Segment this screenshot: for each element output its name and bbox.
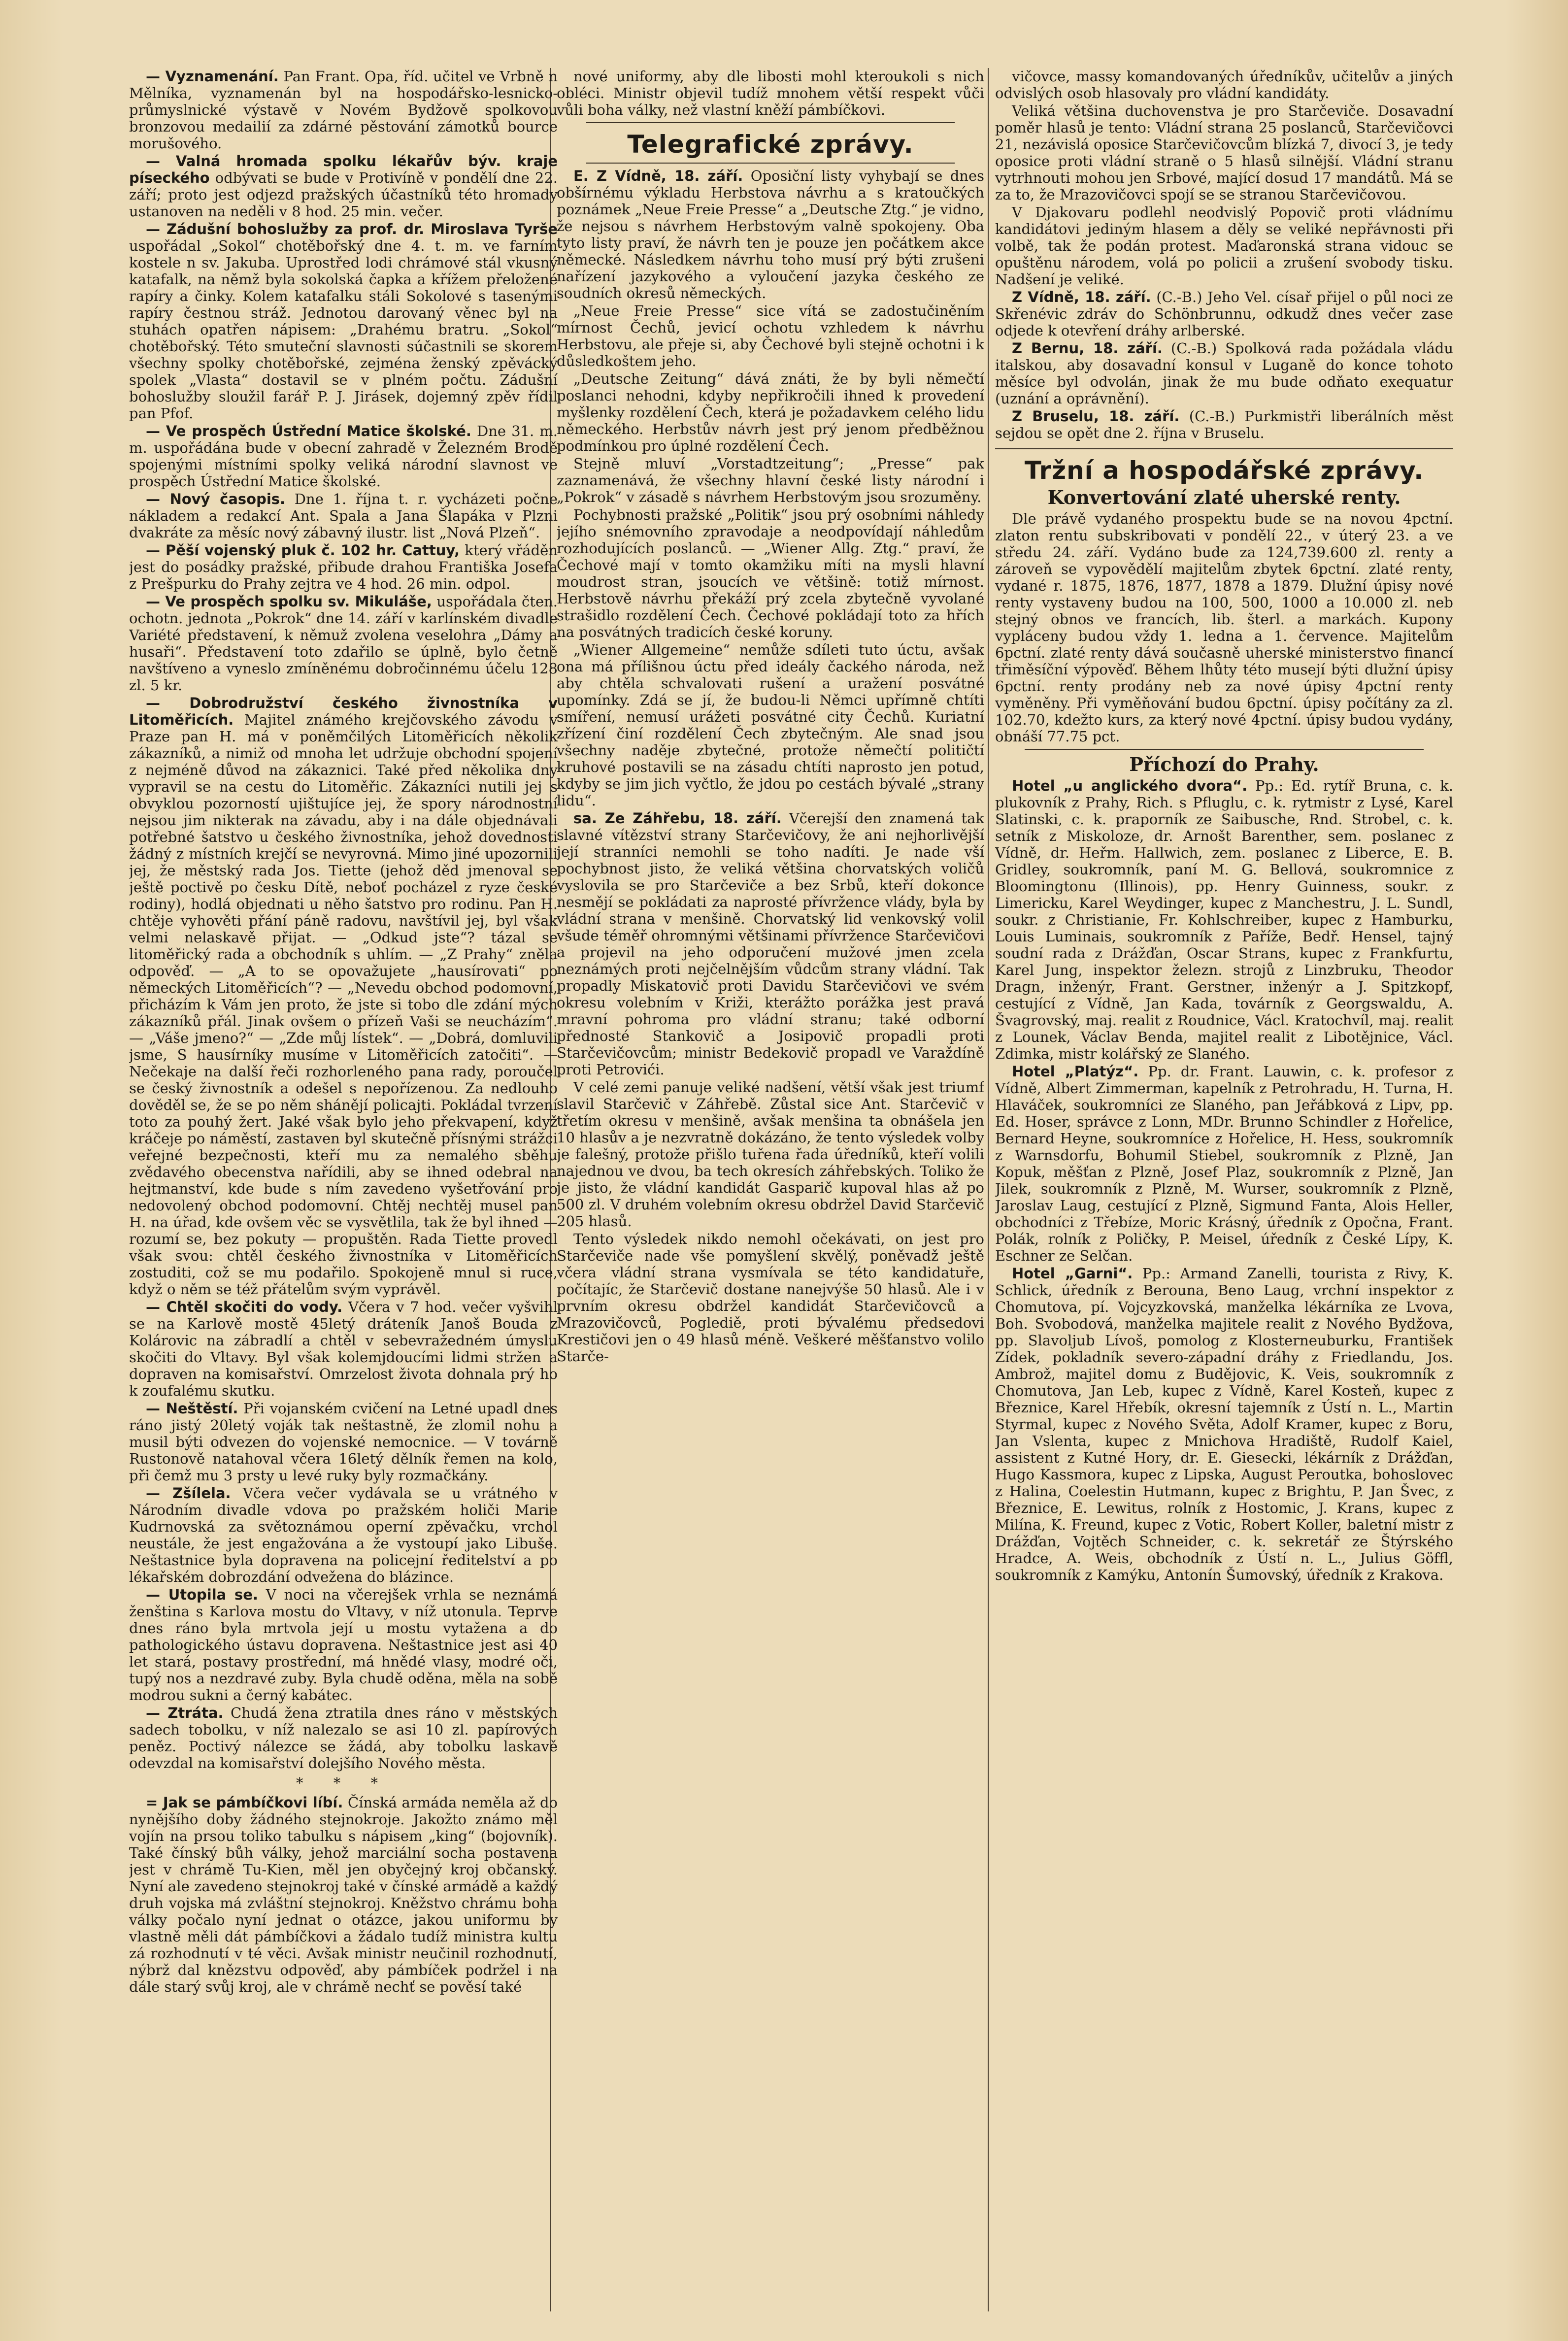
telegram-item (557, 506, 984, 640)
telegram-item (995, 204, 1453, 288)
news-item (129, 1586, 558, 1704)
article-headline: — Nový časopis. (146, 491, 286, 507)
article-body: V Djakovaru podlehl neodvislý Popovič proti vládnímu kandidátovi jediným hlasem a děly se veliké nepřávnosti při volbě, tak že podán protest. Maďaronská strana vidouc se opuštěnu národem, volá po policii a zrušení svobody tisku. Nadšení je veliké. (995, 204, 1453, 288)
article-body: Dne 31. m. m. uspořádána bude v obecní zahradě v Železném Brodě spojenými místními spolky veliká národní slavnost ve prospěch Ústřední Matice školské. (129, 423, 558, 490)
market-heading: Tržní a hospodářské zprávy. (1024, 456, 1424, 485)
article-headline: = Jak se pámbíčkovi líbí. (146, 1794, 343, 1811)
middle-column (557, 68, 984, 2311)
telegram-item (557, 302, 984, 369)
article-body: Tento výsledek nikdo nemohl očekávati, on jest pro Starčeviče nade vše pomyšlení skvělý, poněvadž ještě včera vládní strana vysmívala se této kandidatuře, počítajíc, že Starčevič dostane nanejvýše 50 hlasů. Ale i v prvním okresu obdržel kandidát Starčevičovců a Mrazovičovců, Poglediě, proti bývalému předsedovi Krestičovi jen o 49 hlasů méně. Veškeré měšťanstvo volilo Starče- (557, 1231, 984, 1365)
telegram-item (995, 102, 1453, 203)
article-body: Pp.: Armand Zanelli, tourista z Rivy, K. Schlick, úředník z Berouna, Beno Laug, vrchní inspektor z Chomutova, pí. Vojcyzkovská, manželka lékárníka ze Lvova, Boh. Svobodová, manželka majitele realit z Nového Bydžova, pp. Slavoljub Lívoš, pomolog z Klosterneuburku, František Zídek, pokladník severo-západní dráhy z Friedlandu, Jos. Ambrož, majitel domu z Budějovic, K. Veis, soukromník z Chomutova, Jan Leb, kupec z Vídně, Karel Kosteň, kupec z Březnice, Karel Hřebík, okresní tajemník z Ústí n. L., Martin Styrmal, kupec z Nového Světa, Adolf Kramer, kupec z Boru, Jan Vslenta, kupec z Mnichova Hradiště, Rudolf Kaiel, assistent z Kutné Hory, dr. E. Giesecki, lékárník z Drážďan, Hugo Kassmora, kupec z Lipska, August Peroutka, bohoslovec z Halina, Coelestin Hutmann, kupec z Brightu, P. Jan Švec, z Březnice, E. Lewitus, rolník z Hostomic, J. Krans, kupec z Milína, K. Freund, kupec z Votic, Robert Koller, baletní mistr z Drážďan, Vojtěch Schneider, c. k. sekretář ze Štýrského Hradce, A. Weis, obchodník z Ústí n. L., Julius Göffl, soukromník z Kamýku, Antonín Šumovský, úředník z Krakova. (995, 1265, 1453, 1583)
news-item (129, 542, 558, 592)
telegram-item (557, 455, 984, 505)
article-body: odbývati se bude v Protivíně v pondělí dne 22. září; proto jest odjezd pražských účastníků této hromady ustanoven na neděli v 8 hod. 25 min. večer. (129, 169, 558, 220)
telegram-item (557, 167, 984, 301)
news-item (129, 1485, 558, 1585)
article-body: Čínská armáda neměla až do nynějšího doby žádného stejnokroje. Jakožto známo měl vojín na prsou toliko tabulku s nápisem „king“ (bojovník). Také čínský bůh války, jehož marciální socha postavena jest v chrámě Tu-Kien, měl jen obyčejný kroj občanský. Nyní ale zavedeno stejnokroj také v čínské armádě a každý druh vojska má zvláštní stejnokroj. Kněžstvo chrámu boha války počalo nyní jednat o otázce, jakou uniformu by vlastně měli dát pámbíčkovi a žádalo tudíž ministra kultu zá rozhodnutí v té věci. Avšak ministr neučinil rozhodnutí, nýbrž dal knězstvu odpověď, aby pámbíček podržel i na dále starý svůj kroj, ale v chrámě nechť se pověsí také (129, 1794, 558, 1995)
news-item (129, 153, 558, 220)
article-body: Oposiční listy vyhybají se dnes obšírnému výkladu Herbstova návrhu a s kratoučkých poznámek „Neue Freie Presse“ a „Deutsche Ztg.“ je vidno, že nejsou s návrhem Herbstovým valně spokojeny. Oba tyto listy praví, že návrh ten je pouze jen počátkem akce německé. Následkem návrhu toho musí prý býti zrušeni nařízení jazykového a vyloučení jazyka českého ze soudních okresů německých. (557, 167, 984, 301)
news-item (129, 1299, 558, 1399)
telegrams-list (557, 167, 984, 1365)
article-body: který vřáděn jest do posádky pražské, přibude drahou Františka Josefa z Prešpurku do Prahy zejtra ve 4 hod. 26 min. odpol. (129, 542, 558, 592)
hotel-arrivals-item (995, 777, 1453, 1062)
article-body: Včera v 7 hod. večer vyšvihl se na Karlově mostě 45letý dráteník Janoš Bouda z Kolárovic na zábradlí a chtěl v sebevražedném úmyslu skočiti do Vltavy. Byl však kolemjdoucími lidmi stržen a dopraven na komisařství. Omrzelost života dohnala prý ho k zoufalému skutku. (129, 1299, 558, 1399)
article-headline: — Dobrodružství českého živnostníka v Litoměřicích. (129, 695, 558, 728)
market-article: Dle právě vydaného prospektu bude se na novou 4pctní. zlaton rentu subskribovati v pondělí 22., v úterý 23. a ve středu 24. září. Vydáno bude za 124,739.600 zl. renty a zároveň se vypovědělí majitelům zbytek 6pctní. zlaté renty, vydané r. 1875, 1876, 1877, 1878 a 1879. Dlužní úpisy nové renty vystaveny budou na 100, 500, 1000 a 10.000 zl. neb stejný obnos ve francích, lib. šterl. a markách. Kupony vypláceny budou vždy 1. ledna a 1. července. Majitelům 6pctní. zlaté renty dává současně uherské ministerstvo financí třiměsíční výpověď. Během lhůty této musejí býti dlužní úpisy 6pctní. renty prodány neb za nové úpisy 4pctní renty vyměněny. Při vyměňování budou 6pctní. úpisy počítány za zl. 102.70, kdežto kurs, za který nové 4pctní. úpisy budou vydány, obnáší 77.75 pct. (995, 510, 1453, 745)
article-headline: — Pěší vojenský pluk č. 102 hr. Cattuy, (146, 542, 460, 559)
article-body: Pan Frant. Opa, říd. učitel ve Vrbně n Mělníka, vyznamenán byl na hospodářsko-lesnicko-průmyslnické výstavě v Novém Bydžově spolkovou bronzovou medailií za zdárné pěstování zámotků bource morušového. (129, 68, 558, 152)
article-headline: Z Bruselu, 18. září. (1012, 408, 1180, 425)
article-headline: Hotel „Garni“. (1012, 1265, 1133, 1282)
news-item (129, 1400, 558, 1484)
news-item (129, 491, 558, 541)
article-continuation: nové uniformy, aby dle libosti mohl kteroukoli s nich obléci. Ministr objevil tudíž mnohem větší respekt vůči vůli boha války, než vlastní kněží pámbíčkovi. (557, 68, 984, 118)
article-body: „Neue Freie Presse“ sice vítá se zadostučiněním mírnost Čechů, jevicí ochotu vzhledem k návrhu Herbstovu, ale přeje si, aby Čechové byli stejně ochotni i k důsledkoštem jeho. (557, 302, 984, 369)
asterism-divider: * * * (296, 1774, 391, 1791)
article-body: Veliká většina duchovenstva je pro Starčeviče. Dosavadní poměr hlasů je tento: Vládní strana 25 poslanců, Starčevičovci 21, nezávislá oposice Starčevičovcům blízká 7, divocí 3, je tedy oposice proti vládní straně o 5 hlasů silnější. Vládní stranu vytrhnouti mohou jen Srbové, mající dosud 17 mandátů. Má se za to, že Mrazovičovci spojí se se stranou Starčevičovou. (995, 102, 1453, 203)
telegram-item (995, 340, 1453, 407)
right-column (995, 68, 1453, 2311)
telegram-item (557, 1231, 984, 1365)
article-body: „Deutsche Zeitung“ dává znáti, že by byli němečtí poslanci nehodni, kdyby nepřikročili ihned k provedení myšlenky rozdělení Čech, která je požadavkem celého lidu německého. Herbstův návrh jest prý jenom předběžnou podmínkou pro úplné rozdělení Čech. (557, 370, 984, 454)
telegram-item (557, 1079, 984, 1230)
telegrams-heading: Telegrafické zprávy. (627, 130, 914, 159)
article-headline: Z Bernu, 18. září. (1012, 340, 1163, 357)
news-item (129, 68, 558, 152)
article-body: Včerejší den znamená tak slavné vítězství strany Starčevičovy, že ani nejhorlivější její stranníci nemohli se toho nadíti. Je nade vší pochybnost jisto, že veliká většina chorvatských voličů vyslovila se pro Starčeviče a bez Srbů, kteří dokonce nesmějí se pokládati za naprosté přívržence vlády, byla by vládní strana v menšině. Chorvatský lid venkovský volil všude téměř ohromnými většinami přívržence Starčevičovi a projevil na jeho odporučení mužové jmen zcela neznámých proti nejčelnějším vůdcům strany vládní. Tak propadly Miskatovič proti Davidu Starčevičovi ve svém okresu volebním v Križi, kterážto porážka jest pravá mravní pohroma pro vládní stranu; také odborní přednosté Stankovič a Josipovič propadli proti Starčevičovcům; ministr Bedekovič propadl ve Varaždíně proti Petrovići. (557, 810, 984, 1078)
article-body: uspořádala čten. ochotn. jednota „Pokrok“ dne 14. září v karlínském divadle Variété představení, k němuž zvolena veselohra „Dámy a husaři“. Představení toto zdařilo se úplně, bylo četně navštíveno a vyneslo zmíněnému dobročinnému účelu 128 zl. 5 kr. (129, 593, 558, 694)
article-body: Majitel známého krejčovského závodu v Praze pan H. má v poněmčilých Litoměřicích několik zákazníků, a nimiž od mnoha let udržuje obchodní spojení z nejméně důvod na zákaznici. Také před několika dny vypravil se na cestu do Litoměřic. Zákazníci nutili jej s obvyklou pozorností ujištujíce jej, že spory národnostní nejsou jim nikterak na závadu, aby i na dále objednávali potřebné šatstvo u českého živnostníka, jehož dovednosti žádný z místních krejčí se nevyrovná. Mimo jiné upozornili jej, že městský rada Jos. Tiette (jehož děd jmenoval se ještě poctivě po česku Dítě, neboť pocházel z ryze české rodiny), hodlá objednati u něho šatstvo pro rodinu. Pan H. chtěje vyhověti přání páně radovu, navštívil jej, byl však velmi nelaskavě přijat. — „Odkud jste“? tázal se litoměřický rada a obchodník s uhlím. — „Z Prahy“ zněla odpověď. — „A to se opovažujete „hausírovati“ po německých Litoměřicích“? — „Nevedu obchod podomovní, přicházím k Vám jen proto, že jste si tobo dle zdání mých zákazníků přál. Jinak ovšem o přízeň Vaši se neucházím“. — „Váše jmeno?“ — „Zde můj lístek“. — „Dobrá, domluvili jsme, S hausírníky musíme v Litoměřicích zatočiti“. — Nečekaje na další řeči rozhorleného pana rady, poroučel se český živnostník a odešel s nepořízenou. Za nedlouho dověděl se, že se po něm shánějí policajti. Pokládal tvrzení toto za pouhý žert. Jaké však bylo jeho překvapení, když kráčeje po náměstí, zastaven byl skutečně přísnými strážci veřejné bezpečnosti, kteří mu za nemalého sběhu zvědavého obecenstva nařídili, aby se ihned odebral na hejtmanství, kde bude s ním zavedeno vyšetřování pro nedovolený obchod podomovní. Chtěj nechtěj musel pan H. na úřad, kde ovšem věc se vysvětlila, tak že byl ihned — rozumí se, bez pokuty — propuštěn. Rada Tiette provedl však svou: chtěl českého živnostníka v Litoměřicích zostuditi, což se mu podařilo. Spokojeně mnul si ruce, když o něm se též přátelům svým vyprávěl. (129, 711, 558, 1298)
article-body: Stejně mluví „Vorstadtzeitung“; „Presse“ pak zaznamenává, že všechny hlavní české listy národní i „Pokrok“ v zásadě s návrhem Herbstovým jsou srozuměny. (557, 455, 984, 505)
article-headline: Hotel „Platýz“. (1012, 1063, 1139, 1080)
article-headline: — Vyznamenání. (146, 68, 279, 85)
article-headline: Z Vídně, 18. září. (1012, 289, 1151, 305)
article-body: Dne 1. října t. r. vycházeti počne nákladem a redakcí Ant. Spala a Jana Šlapáka v Plzni dvakráte za měsíc nový zábavný ilustr. list „Nová Plzeň“. (129, 491, 558, 541)
telegram-item (557, 810, 984, 1078)
article-headline: — Utopila se. (146, 1586, 258, 1603)
article-body: „Wiener Allgemeine“ nemůže sdíleti tuto úctu, avšak ona má přílišnou úctu před ideály čackého národa, než aby chtěla schvalovati rušení a uražení posvátné upomínky. Zdá se jí, že budou-li Němci upřímně chtíti smíření, nemusí urážeti posvátné city Čechů. Kuriatní zřízení činí rozdělení Čech zbytečným. Ale snad jsou všechny naděje zbytečné, protože němečtí političtí kruhové postavili se na zásadu chtíti naprosto jen potud, kdyby se jim jich vyčtlo, že jdou po cestách bývalé „strany lidu“. (557, 641, 984, 809)
hotel-arrivals-item (995, 1063, 1453, 1264)
article-body: (C.-B.) Spolková rada požádala vládu italskou, aby dosavadní konsul v Luganě do konce tohoto měsíce byl odvolán, jinak že mu bude odňato exequatur (uznání a oprávnění). (995, 340, 1453, 407)
article-body: Pp.: Ed. rytíř Bruna, c. k. plukovník z Prahy, Rich. s Pfluglu, c. k. rytmistr z Lysé, Karel Slatinski, c. k. praporník ze Saibusche, Rnd. Strobel, c. k. setník z Miskoloze, dr. Arnošt Barenther, sem. poslanec z Vídně, dr. Heřm. Hallwich, zem. poslanec z Liberce, E. B. Gridley, soukromník, paní M. G. Bellová, soukromnice z Bloomingtonu (Illinois), pp. Henry Guinness, soukr. z Limericku, Karel Weydinger, kupec z Manchestru, J. L. Sundl, soukr. z Christianie, Fr. Kohlschreiber, kupec z Hamburku, Louis Luminais, soukromník z Paříže, Bedř. Hensel, tajný soudní rada z Drážďan, Oscar Strans, kupec z Frankfurtu, Karel Jung, inspektor železn. strojů z Linzbruku, Theodor Dragn, inženýr, Frant. Gerstner, inženýr a J. Spitzkopf, cestující z Vídně, Jan Kada, továrník z Georgswaldu, A. Švagrovský, maj. realit z Roudnice, Václ. Kratochvíl, maj. realit z Lounek, Václav Benda, majitel realit z Libotějnice, Václ. Zdimka, mistr kolářský ze Slaného. (995, 777, 1453, 1062)
article-headline: — Neštěstí. (146, 1400, 238, 1417)
divider (995, 448, 1453, 449)
article-headline: Hotel „u anglického dvora“. (1012, 777, 1248, 794)
article-body: Pochybnosti pražské „Politik“ jsou prý osobními náhledy jejího snémovního zpravodaje a neodpovídají náhledům rozhodujících poslanců. — „Wiener Allg. Ztg.“ praví, že Čechové mají v tomto okamžiku míti na mysli hlavní moudrost stran, jsoucích ve většině: totiž mírnost. Herbstově návrhu překáží prý zcela zbytečně vyvolané strašidlo rozdělení Čech. Čechové pokládají toto za hřích na posvátných tradicích české koruny. (557, 506, 984, 640)
arrivals-list (995, 777, 1453, 1583)
telegrams-continuation (995, 68, 1453, 441)
arrivals-heading: Příchozí do Prahy. (1129, 753, 1319, 775)
divider (1025, 749, 1424, 750)
article-body: Při vojanském cvičení na Letné upadl dnes ráno jistý 20letý voják tak neštastně, že zlomil nohu a musil býti odvezen do vojenské nemocnice. — V továrně Rustonově natahoval včera 16letý dělník řemen na kolo, při čemž mu 3 prsty u levé ruky byly rozmačkány. (129, 1400, 558, 1484)
telegram-item (995, 289, 1453, 339)
article-body: vičovce, massy komandovaných úředníkův, učitelův a jiných odvislých osob hlasovaly pro vládní kandidáty. (995, 68, 1453, 101)
article-headline: E. Z Vídně, 18. září. (573, 167, 743, 184)
divider (586, 163, 955, 164)
left-column (129, 68, 558, 2311)
article-body: (C.-B.) Jeho Vel. císař přijel o půl noci ze Skřenévic zdráv do Schönbrunnu, odkudž dnes večer zase odjede k otevření dráhy arlberské. (995, 289, 1453, 339)
article-headline: — Ve prospěch spolku sv. Mikuláše, (146, 593, 432, 610)
article-body: uspořádal „Sokol“ chotěbořský dne 4. t. m. ve farním kostele n sv. Jakuba. Uprostřed lodi chrámové stál vkusný katafalk, na němž byla sokolská čapka a křížem přeložené rapíry a činky. Kolem katafalku stáli Sokolové s tasenými rapíry čestnou stráž. Jednotou darovaný věnec byl na stuhách opatřen nápisem: „Drahému bratru. „Sokol“ chotěbořský. Této smuteční slavnosti súčastnili se skorem všechny spolky chotěbořské, zejména ženský zpěvácký spolek „Vlasta“ dostavil se v plném počtu. Zádušní bohoslužby sloužil farář P. J. Jirásek, dojemný zpěv řídil pan Pfof. (129, 237, 558, 422)
article-headline: — Valná hromada spolku lékařův býv. kraje píseckého (129, 153, 558, 186)
article-body: (C.-B.) Purkmistři liberálních měst sejdou se opět dne 2. října v Bruselu. (995, 408, 1453, 441)
article-body: Včera večer vydávala se u vrátného v Národním divadle vdova po pražském holiči Marie Kudrnovská za světoznámou operní zpěvačku, vrchol neustále, že jest engažována a že vystoupí jako Libuše. Neštastnice byla dopravena na policejní ředitelství a po lékařském dobrozdání odvežena do blázince. (129, 1485, 558, 1585)
article-body: V noci na včerejšek vrhla se neznámá ženština s Karlova mostu do Vltavy, v níž utonula. Teprve dnes ráno byla mrtvola její u mostu vytažena a do pathologického ústavu dopravena. Neštastnice jest asi 40 let stará, postavy prostřední, má hnědé vlasy, modré oči, tupý nos a nezdravé zuby. Byla chudě oděna, měla na sobě modrou sukni a černý kabátec. (129, 1586, 558, 1704)
market-subheading: Konvertování zlaté uherské renty. (1047, 486, 1401, 508)
news-item (129, 695, 558, 1298)
article-headline: — Ve prospěch Ústřední Matice školské. (146, 423, 471, 439)
article-headline: — Zádušní bohoslužby za prof. dr. Miroslava Tyrše (146, 221, 558, 237)
column-rule (988, 68, 989, 2311)
article-headline: — Ztráta. (146, 1705, 224, 1721)
news-item (129, 593, 558, 694)
news-item (129, 1705, 558, 1772)
telegram-item (995, 408, 1453, 441)
news-item (129, 221, 558, 422)
article-headline: — Zšílela. (146, 1485, 231, 1502)
article-body: Chudá žena ztratila dnes ráno v městských sadech tobolku, v níž nalezalo se asi 10 zl. papírových peněz. Poctivý nálezce se žádá, aby tobolku laskavě odevzdal na komisařství dolejšího Nového města. (129, 1705, 558, 1772)
telegram-item (995, 68, 1453, 101)
hotel-arrivals-item (995, 1265, 1453, 1583)
article-body: V celé zemi panuje veliké nadšení, větší však jest triumf slavil Starčevič v Záhřebě. Zůstal sice Ant. Starčevič v třetím okresu v menšině, avšak menšina ta obnášela jen 10 hlasův a je nezvratně dokázáno, že tento výsledek volby je falešný, protože přišlo tuřena řada úředníků, kteří volili najednou ve dvou, ba tech okresích záhřebských. Toliko že je jisto, že vládní kandidát Gasparič kupoval hlas až po 500 zl. V druhém volebním okresu obdržel David Starčevič 205 hlasů. (557, 1079, 984, 1230)
article-headline: sa. Ze Záhřebu, 18. září. (573, 810, 782, 827)
news-item (129, 423, 558, 490)
article-body: Pp. dr. Frant. Lauwin, c. k. profesor z Vídně, Albert Zimmerman, kapelník z Petrohradu, H. Turna, H. Hlaváček, soukromníci ze Slaného, pan Jeřábková z Lipv, pp. Ed. Hoser, správce z Lonn, MDr. Brunno Schindler z Hořelice, Bernard Heyne, soukromníce z Hořelice, H. Hess, soukromník z Warnsdorfu, Bohumil Stiebel, soukromník z Plzně, Jan Kopuk, měšťan z Plzně, Josef Plaz, soukromník z Plzně, Jan Jilek, soukromník z Plzně, M. Wurser, soukromník z Plzně, Jaroslav Laug, cestující z Plzně, Sigmund Fanta, Alois Heller, obchodníci z Třebíze, Moric Krásný, úředník z Opočna, Frant. Polák, rolník z Poličky, P. Meisel, úředník z České Lípy, K. Eschner ze Selčan. (995, 1063, 1453, 1264)
divider (586, 122, 955, 123)
telegram-item (557, 370, 984, 454)
article-headline: — Chtěl skočiti do vody. (146, 1299, 343, 1315)
news-item (129, 1794, 558, 1995)
telegram-item (557, 641, 984, 809)
